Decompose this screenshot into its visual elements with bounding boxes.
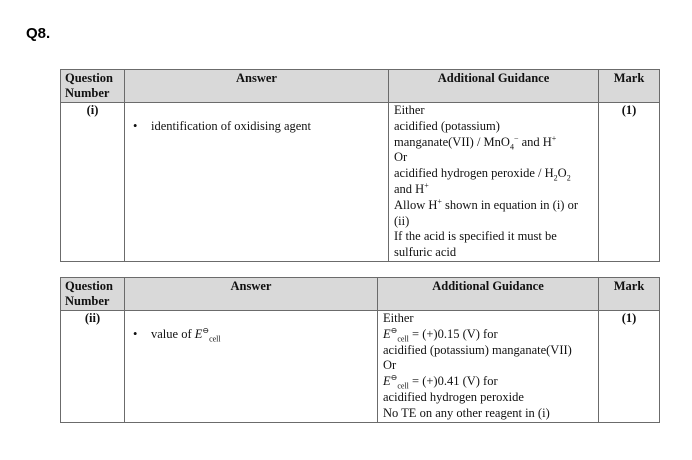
guidance-line: (ii) bbox=[394, 213, 410, 228]
table-row bbox=[61, 103, 660, 262]
header-mark: Mark bbox=[599, 278, 660, 311]
answer-text: value of $E^⊖_{cell}$ bbox=[151, 325, 221, 344]
guidance-line: and H+ bbox=[394, 180, 429, 196]
mark-cell: (1) bbox=[599, 311, 660, 423]
guidance-line: Either bbox=[383, 311, 414, 325]
header-row bbox=[61, 278, 660, 311]
guidance-line: acidified (potassium) bbox=[394, 118, 500, 133]
guidance-line: manganate(VII) / MnO$_4$− and H+ bbox=[394, 133, 557, 152]
guidance-line: Allow H+ shown in equation in (i) or bbox=[394, 196, 579, 212]
bullet-icon: • bbox=[133, 119, 138, 133]
guidance-line: $E^⊖_{cell} = (+)0.41$ (V) for bbox=[383, 373, 498, 391]
mark-cell: (1) bbox=[599, 103, 660, 262]
guidance-line: Or bbox=[394, 150, 408, 165]
header-answer: Answer bbox=[125, 70, 389, 103]
table-row bbox=[61, 311, 660, 423]
bullet-icon: • bbox=[133, 327, 138, 341]
mark-scheme-table-ii bbox=[60, 277, 660, 423]
answer-cell bbox=[125, 103, 389, 262]
guidance-line: $E^⊖_{cell} = (+)0.15$ (V) for bbox=[383, 325, 498, 344]
guidance-line: Or bbox=[383, 358, 397, 373]
header-question-number: Question Number bbox=[61, 70, 125, 103]
answer-cell bbox=[125, 311, 378, 423]
guidance-cell bbox=[389, 103, 599, 262]
header-guidance: Additional Guidance bbox=[378, 278, 599, 311]
header-mark: Mark bbox=[599, 70, 660, 103]
guidance-line: sulfuric acid bbox=[394, 245, 457, 260]
header-row bbox=[61, 70, 660, 103]
header-answer: Answer bbox=[125, 278, 378, 311]
header-question-number: Question Number bbox=[61, 278, 125, 311]
guidance-line: acidified hydrogen peroxide bbox=[383, 389, 524, 404]
guidance-cell bbox=[378, 311, 599, 423]
guidance-line: If the acid is specified it must be bbox=[394, 229, 557, 244]
guidance-line: Either bbox=[394, 103, 425, 117]
question-label: Q8. bbox=[26, 25, 51, 42]
answer-text: identification of oxidising agent bbox=[151, 119, 312, 133]
header-guidance: Additional Guidance bbox=[389, 70, 599, 103]
mark-scheme-table-i bbox=[60, 69, 660, 262]
guidance-line: acidified hydrogen peroxide / $H_2O_2$ bbox=[394, 166, 571, 183]
guidance-line: No TE on any other reagent in (i) bbox=[383, 405, 550, 420]
question-number: (ii) bbox=[61, 311, 125, 423]
guidance-line: acidified (potassium) manganate(VII) bbox=[383, 342, 572, 357]
question-number: (i) bbox=[61, 103, 125, 262]
